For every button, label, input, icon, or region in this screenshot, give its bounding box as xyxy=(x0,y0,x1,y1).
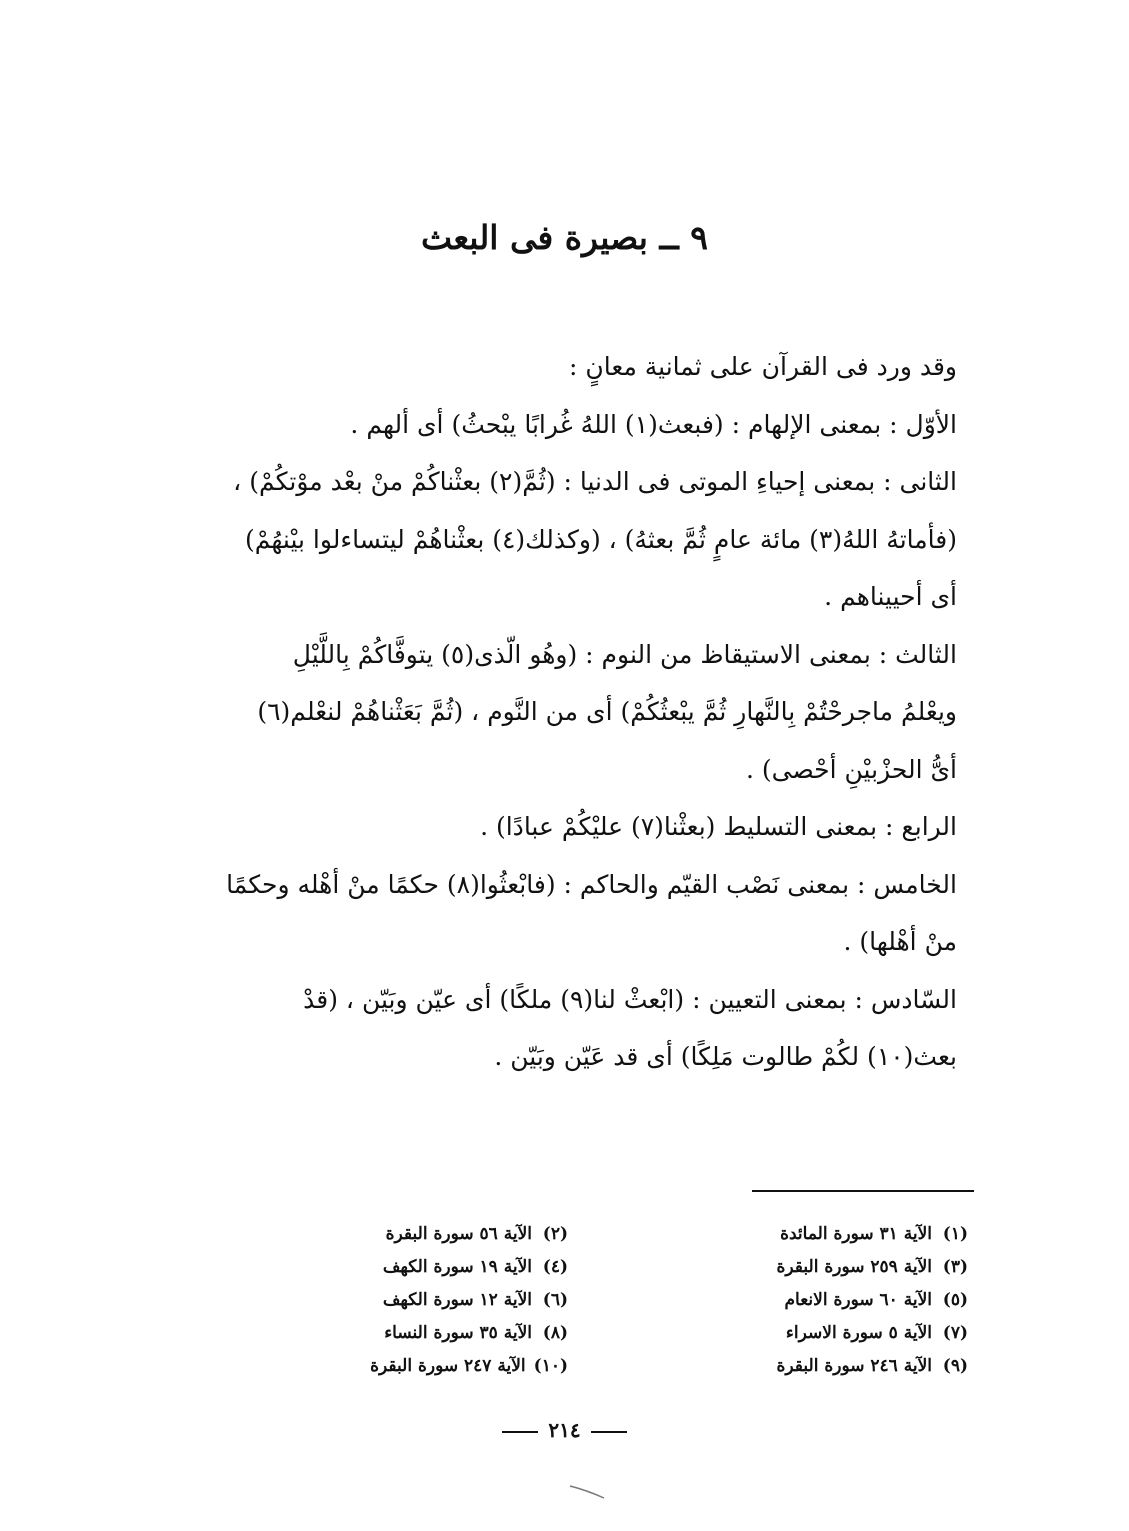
footnote-number: (٦) xyxy=(542,1290,568,1310)
body-line: أى أحييناهم . xyxy=(824,582,957,611)
body-line: الرابع : بمعنى التسليط (بعثْنا(٧) عليْكُمْ عبادًا) . xyxy=(480,812,957,841)
footnote-text: الآية ١٢ سورة الكهف xyxy=(382,1290,532,1310)
footnote xyxy=(268,1218,568,1251)
footnote-text: الآية ١٩ سورة الكهف xyxy=(382,1257,532,1277)
body-line: وقد ورد فى القرآن على ثمانية معانٍ : xyxy=(569,352,957,381)
scan-mark xyxy=(568,1482,608,1502)
footnote xyxy=(268,1317,568,1350)
footnote xyxy=(268,1284,568,1317)
body-line: السّادس : بمعنى التعيين : (ابْعثْ لنا(٩) ملكًا) أى عيّن وبَيّن ، (قدْ xyxy=(303,984,957,1014)
footnote-divider xyxy=(752,1190,974,1192)
footnote-text: الآية ٢٤٧ سورة البقرة xyxy=(370,1356,526,1376)
footnote xyxy=(668,1317,968,1350)
footnote-number: (٢) xyxy=(542,1224,568,1244)
page-number-dash xyxy=(591,1431,627,1433)
footnote-number: (٩) xyxy=(942,1356,968,1376)
footnote-number: (٣) xyxy=(942,1257,968,1277)
body-line: الثانى : بمعنى إحياءِ الموتى فى الدنيا : (ثُمَّ(٢) بعثْناكُمْ منْ بعْد موْتكُمْ) ، xyxy=(233,467,957,496)
body-line: (فأماتهُ اللهُ(٣) مائة عامٍ ثُمَّ بعثهُ) ، (وكذلك(٤) بعثْناهُمْ ليتساءلوا بيْنهُمْ) xyxy=(245,524,957,554)
body-line: بعث(١٠) لكُمْ طالوت مَلِكًا) أى قد عَيّن وبَيّن . xyxy=(494,1042,957,1071)
body-line: أىُّ الحزْبيْنِ أحْصى) . xyxy=(746,754,957,784)
footnote-number: (١٠) xyxy=(533,1356,568,1376)
footnote-number: (٥) xyxy=(942,1290,968,1310)
body-line: منْ أهْلها) . xyxy=(843,927,957,956)
footnote-text: الآية ٢٥٩ سورة البقرة xyxy=(776,1257,932,1277)
footnote xyxy=(668,1350,968,1383)
footnote xyxy=(668,1251,968,1284)
section-title: ٩ ــ بصيرة فى البعث xyxy=(420,218,709,257)
body-line: ويعْلمُ ماجرحْتُمْ بِالنَّهارِ ثُمَّ يبْعثُكُمْ) أى من النَّوم ، (ثُمَّ بَعَثْناهُمْ لنعْلم(٦) xyxy=(257,697,957,726)
footnote xyxy=(668,1218,968,1251)
body-line: الثالث : بمعنى الاستيقاظ من النوم : (وهُو الّذى(٥) يتوفَّاكُمْ بِاللَّيْلِ xyxy=(292,639,957,669)
footnote-text: الآية ٦٠ سورة الانعام xyxy=(784,1290,932,1310)
footnote-text: الآية ٥٦ سورة البقرة xyxy=(385,1224,532,1244)
footnote-text: الآية ٣١ سورة المائدة xyxy=(780,1224,932,1244)
page-number-value: ٢١٤ xyxy=(548,1418,581,1442)
body-line: الخامس : بمعنى نَصْب القيّم والحاكم : (فابْعثُوا(٨) حكمًا منْ أهْله وحكمًا xyxy=(226,869,957,899)
footnote-number: (٤) xyxy=(542,1257,568,1277)
page-number xyxy=(0,1418,1129,1442)
page-number-dash xyxy=(502,1431,538,1433)
footnote xyxy=(268,1251,568,1284)
body-line: الأوّل : بمعنى الإلهام : (فبعث(١) اللهُ غُرابًا يبْحثُ) أى ألهم . xyxy=(350,409,957,439)
footnotes xyxy=(268,1218,968,1383)
footnote-text: الآية ٣٥ سورة النساء xyxy=(384,1323,532,1343)
footnote-number: (٧) xyxy=(942,1323,968,1343)
footnote xyxy=(268,1350,568,1383)
footnote-number: (٨) xyxy=(542,1323,568,1343)
footnote-text: الآية ٥ سورة الاسراء xyxy=(785,1323,932,1343)
footnote-number: (١) xyxy=(942,1224,968,1244)
body-text xyxy=(147,338,957,1086)
footnote-text: الآية ٢٤٦ سورة البقرة xyxy=(776,1356,932,1376)
footnote xyxy=(668,1284,968,1317)
